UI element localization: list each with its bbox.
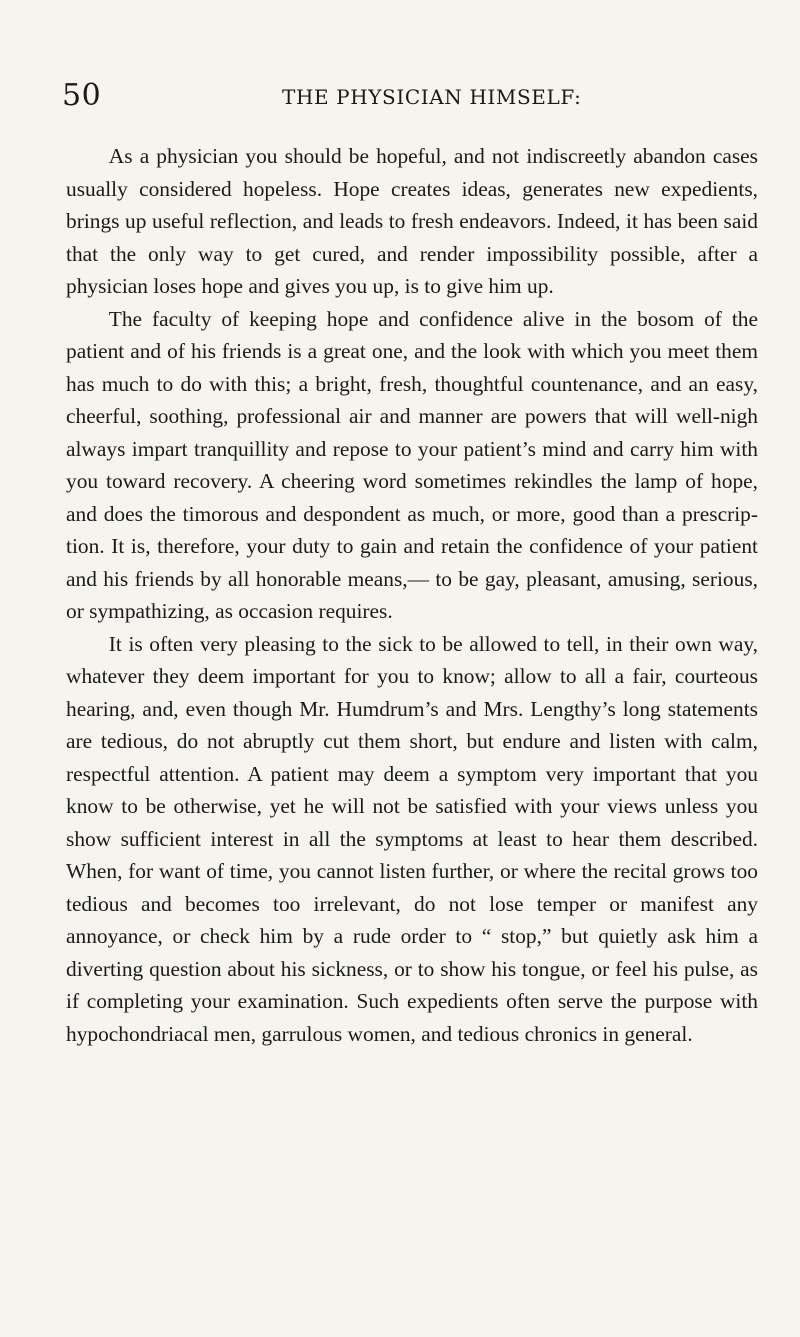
page-number: 50 (62, 78, 102, 113)
paragraph-3: It is often very pleasing to the sick to be allowed to tell, in their own way, whatever they deem important for you to know; allow to all a fair, courteous hearing, and, even though Mr. Humdrum’s and Mrs. Lengthy’s long statements are tedious, do not abruptly cut them short, but endure and listen with calm, respectful attention. A patient may deem a symptom very important that you know to be otherwise, yet he will not be satisfied with your views unless you show sufficient interest in all the symptoms at least to hear them described. When, for want of time, you cannot listen further, or where the recital grows too tedious and becomes too irrelevant, do not lose temper or manifest any annoyance, or check him by a rude order to “ stop,” but quietly ask him a diverting question about his sickness, or to show his tongue, or feel his pulse, as if completing your examination. Such expedients often serve the purpose with hypochondriacal men, garrulous women, and tedious chronics in general. (66, 631, 758, 1046)
running-title: THE PHYSICIAN HIMSELF: (282, 85, 582, 109)
body-text (66, 140, 758, 1050)
paragraph-2: The faculty of keeping hope and confidence alive in the bosom of the patient and of his friends is a great one, and the look with which you meet them has much to do with this; a bright, fresh, thoughtful countenance, and an easy, cheerful, soothing, professional air and manner are powers that will well-nigh always impart tranquillity and repose to your patient’s mind and carry him with you toward recovery. A cheering word sometimes rekindles the lamp of hope, and does the timorous and despondent as much, or more, good than a prescription. It is, therefore, your duty to gain and retain the confidence of your patient and his friends by all honorable means,— to be gay, pleasant, amusing, serious, or sympathizing, as occasion requires. (66, 306, 758, 623)
running-head (62, 76, 752, 116)
paragraph-1: As a physician you should be hopeful, and not indiscreetly abandon cases usually considered hopeless. Hope creates ideas, generates new expedients, brings up useful reflection, and leads to fresh endeavors. Indeed, it has been said that the only way to get cured, and render impossibility possible, after a physician loses hope and gives you up, is to give him up. (66, 144, 758, 298)
